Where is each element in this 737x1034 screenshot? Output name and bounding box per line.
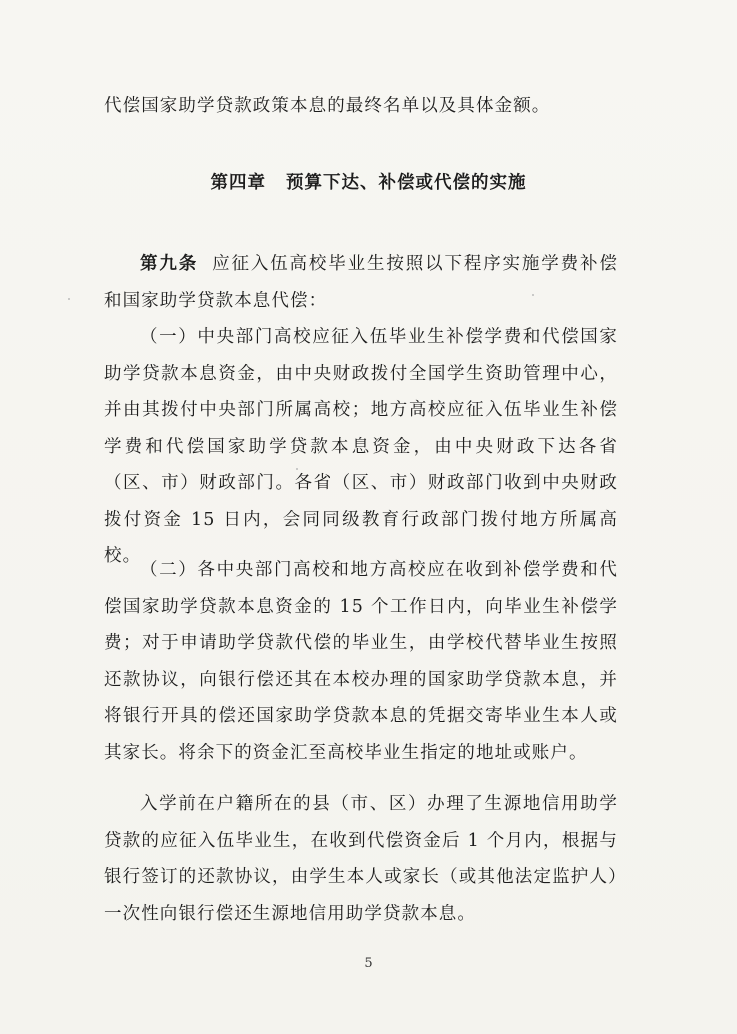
paragraph-local-loan: 入学前在户籍所在的县（市、区）办理了生源地信用助学贷款的应征入伍毕业生，在收到代偿资金后 1 个月内，根据与银行签订的还款协议，由学生本人或家长（或其他法定监护人）一次性向银行偿还生源地信用助学贷款本息。 — [104, 794, 618, 924]
article-title: 第九条 — [140, 254, 199, 274]
chapter-title: 预算下达、补偿或代偿的实施 — [286, 173, 527, 193]
scan-speck — [68, 298, 70, 300]
paragraph-item-one: （一）中央部门高校应征入伍毕业生补偿学费和代偿国家助学贷款本息资金，由中央财政拨付全国学生资助管理中心，并由其拨付中央部门所属高校；地方高校应征入伍毕业生补偿学费和代偿国家助学贷款本息资金，由中央财政下达各省（区、市）财政部门。各省（区、市）财政部门收到中央财政拨付资金 15 日内，会同同级教育行政部门拨付地方所属高校。 — [104, 327, 618, 566]
paragraph-item-two: （二）各中央部门高校和地方高校应在收到补偿学费和代偿国家助学贷款本息资金的 15 个工作日内，向毕业生补偿学费；对于申请助学贷款代偿的毕业生，由学校代替毕业生按照还款协议，向银行偿还其在本校办理的国家助学贷款本息，并将银行开具的偿还国家助学贷款本息的凭据交寄毕业生本人或其家长。将余下的资金汇至高校毕业生指定的地址或账户。 — [104, 560, 618, 763]
scan-speck — [532, 294, 534, 296]
article-intro: 应征入伍高校毕业生按照以下程序实施学费补偿和国家助学贷款本息代偿： — [104, 254, 618, 311]
page-number: 5 — [364, 956, 373, 971]
scan-speck — [296, 468, 298, 470]
continuation-text: 代偿国家助学贷款政策本息的最终名单以及具体金额。 — [104, 96, 551, 116]
article-paragraph — [104, 246, 618, 319]
chapter-heading — [0, 169, 737, 194]
chapter-number: 第四章 — [210, 173, 266, 193]
